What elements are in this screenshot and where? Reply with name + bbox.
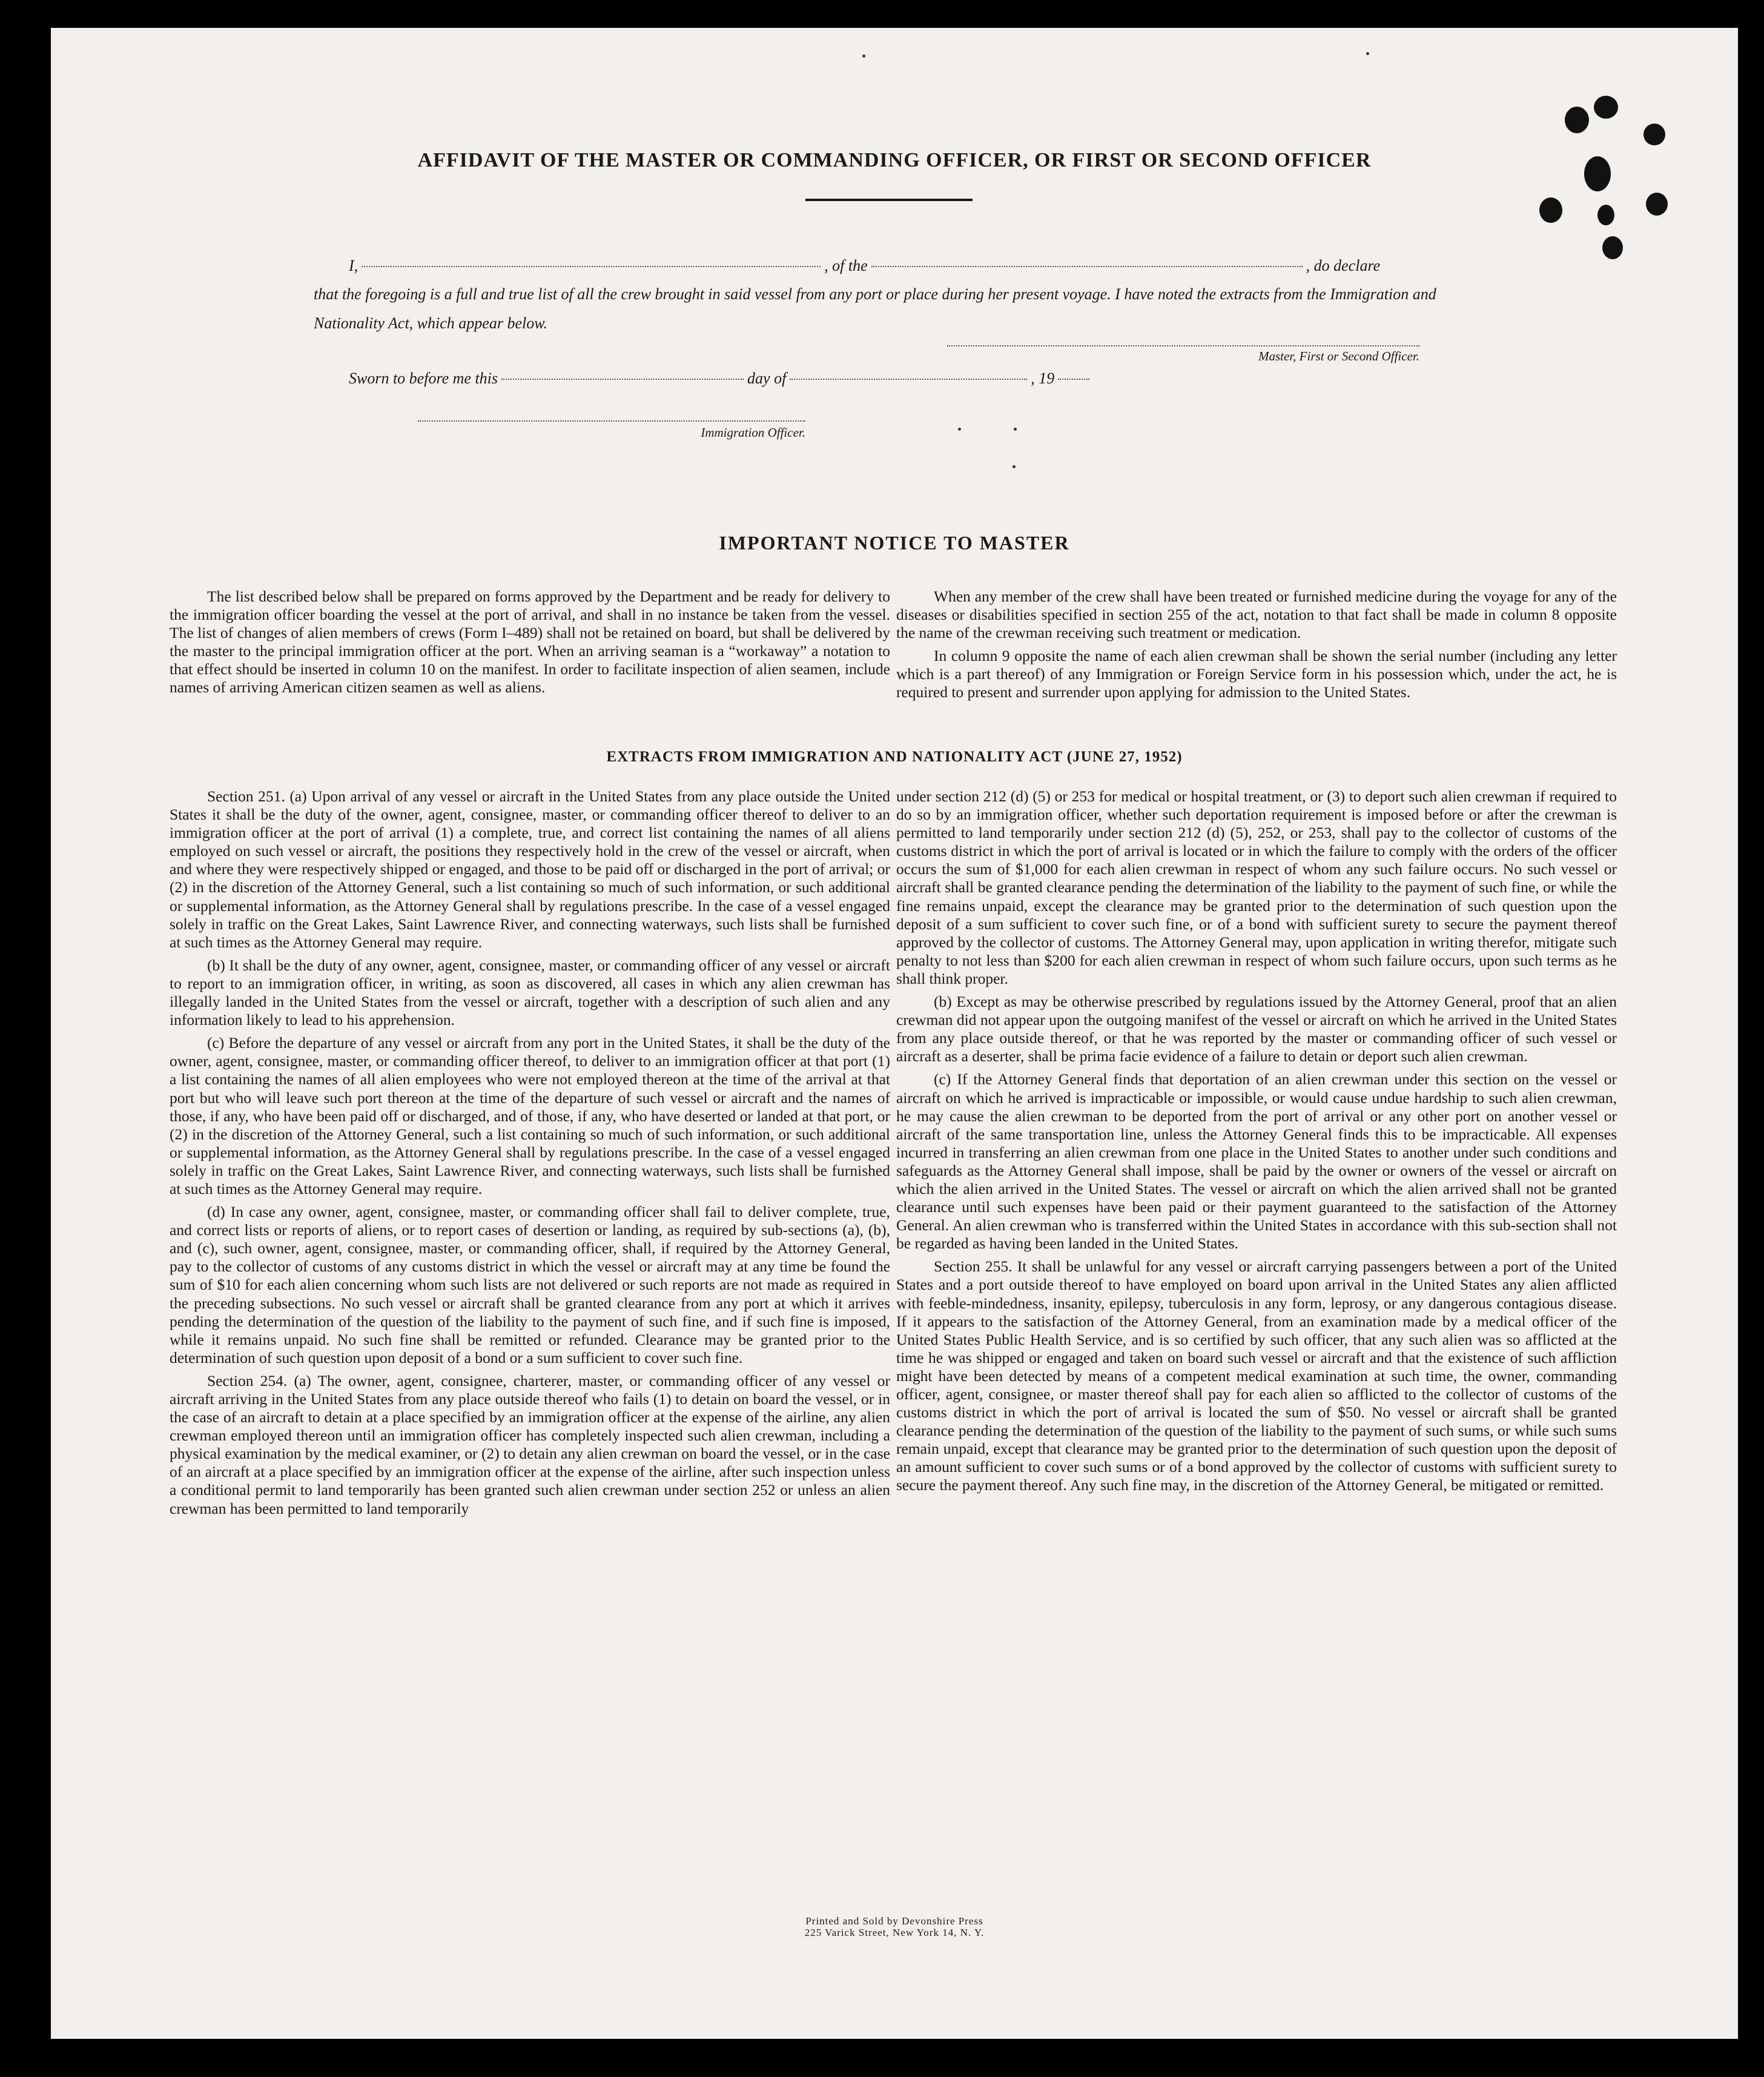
declaration-sentence: that the foregoing is a full and true list of all the crew brought in said vessel from any port or place during her present voyage. I have noted the extracts from the Immigration and Nationality Act, which appear below. [314,285,1436,332]
officer-caption: Immigration Officer. [701,425,805,440]
master-caption: Master, First or Second Officer. [1258,349,1419,363]
extracts-right-column [896,787,1617,1500]
speck [1366,52,1369,55]
vessel-blank [871,266,1303,267]
notice-paragraph: The list described below shall be prepared on forms approved by the Department and be ready for delivery to the immigration officer boarding the vessel at the port of arrival, and shall in no instance be taken from the vessel. The list of changes of alien members of crews (Form I–489) shall not be retained on board, but shall be delivered by the master to the principal immigration officer at the port. When an arriving seaman is a “workaway” a notation to that effect should be inserted in column 10 on the manifest. In order to facilitate inspection of alien seamen, include names of arriving American citizen seamen as well as aliens. [170,588,890,697]
speck [958,428,961,431]
ink-blot [1584,156,1611,191]
extract-paragraph: under section 212 (d) (5) or 253 for medical or hospital treatment, or (3) to deport such alien crewman if required to do so by an immigration officer, whether such deportation requirement is imposed before or after the crewman is permitted to land temporarily under section 212 (d) (5), 252, or 253, shall pay to the collector of customs of the customs district in which the port of arrival is located or in which the failure to comply with the orders of the officer occurs the sum of $1,000 for each alien crewman in respect of whom any such failure occurs. No such vessel or aircraft shall be granted clearance pending the determination of the liability to the payment of such fine, or while the fine remains unpaid, except the clearance may be granted prior to the determination of such question upon the deposit of a sum sufficient to cover such fine, or of a bond with sufficient surety to secure the payment thereof approved by the collector of customs. The Attorney General may, upon application in writing therefor, mitigate such penalty to not less than $200 for each alien crewman in respect of whom such failure occurs, upon such terms as he shall think proper. [896,787,1617,987]
ink-blot [1646,193,1668,216]
declaration-line [349,257,1380,275]
extract-paragraph: Section 251. (a) Upon arrival of any vessel or aircraft in the United States from any place outside the United States it shall be the duty of the owner, agent, consignee, master, or commanding officer thereof to deliver to an immigration officer at the port of arrival (1) a complete, true, and correct list containing the names of all aliens employed on such vessel or aircraft, the positions they respectively hold in the crew of the vessel or aircraft, when and where they were respectively shipped or engaged, and those to be paid off or discharged in the port of arrival; or (2) in the discretion of the Attorney General, such a list containing so much of such information, or such additional or supplemental information, as the Attorney General shall by regulations prescribe. In the case of a vessel engaged solely in traffic on the Great Lakes, Saint Lawrence River, and connecting waterways, such lists shall be furnished at such times as the Attorney General may require. [170,787,890,951]
speck [862,55,865,58]
printer-imprint [51,1915,1738,1938]
name-blank [362,266,821,267]
extract-paragraph: (d) In case any owner, agent, consignee, master, or commanding officer shall fail to deliver complete, true, and correct lists or reports of aliens, or to report cases of desertion or landing, as required by sub-sections (a), (b), and (c), such owner, agent, consignee, master, or commanding officer, shall, if required by the Attorney General, pay to the collector of customs of any customs district in which the vessel or aircraft may at any time be found the sum of $10 for each alien concerning whom such lists are not delivered or such reports are not made as required in the preceding subsections. No such vessel or aircraft shall be granted clearance from any port at which it arrives pending the determination of the question of the liability to the payment of such fine, and if such fine is imposed, while it remains unpaid. No such fine shall be remitted or refunded. Clearance may be granted prior to the determination of such question upon deposit of a bond or a sum sufficient to cover such fine. [170,1203,890,1366]
declare-end: , do declare [1306,257,1381,274]
sworn-day-blank [501,379,744,380]
speck [1014,428,1017,431]
extracts-left-column [170,787,890,1523]
ink-blot [1643,124,1665,145]
notice-left-column [170,588,890,702]
sworn-line [349,369,1093,388]
ink-blot [1565,107,1589,133]
notice-right-column [896,588,1617,707]
sworn-month-blank [790,379,1027,380]
speck [1012,465,1016,468]
notice-paragraph: When any member of the crew shall have been treated or furnished medicine during the voyage for any of the diseases or disabilities specified in section 255 of the act, notation to that fact shall be made in column 8 opposite the name of the crewman receiving such treatment or medication. [896,588,1617,642]
affidavit-title: AFFIDAVIT OF THE MASTER OR COMMANDING OFFICER, OR FIRST OR SECOND OFFICER [417,149,1372,171]
title-rule [805,199,973,201]
extract-paragraph: Section 254. (a) The owner, agent, consignee, charterer, master, or commanding officer of any vessel or aircraft arriving in the United States from any place outside thereof who fails (1) to detain on board the vessel, or in the case of an aircraft to detain at a place specified by an immigration officer at the expense of the airline, any alien crewman employed thereon until an immigration officer has completely inspected such alien crewman, including a physical examination by the medical examiner, or (2) to detain any alien crewman on board the vessel, or in the case of an aircraft at a place specified by an immigration officer at the expense of the airline, after such inspection unless a conditional permit to land temporarily has been granted such alien crewman under section 252 or unless an alien crewman has been permitted to land temporarily [170,1371,890,1517]
declare-start: I, [349,257,358,274]
form-page [51,28,1738,2039]
notice-title: IMPORTANT NOTICE TO MASTER [719,532,1070,554]
ink-blot [1539,197,1562,223]
day-of-label: day of [747,369,787,387]
declare-of-the: , of the [824,257,868,274]
ink-blot [1597,205,1614,225]
imprint-line: 225 Varick Street, New York 14, N. Y. [804,1927,985,1938]
extract-paragraph: (c) If the Attorney General finds that deportation of an alien crewman under this section on the vessel or aircraft on which he arrived is impracticable or impossible, or would cause undue hardship to such alien crewman, he may cause the alien crewman to be deported from the port of arrival or any other port on another vessel or aircraft of the same transportation line, unless the Attorney General finds this to be impracticable. All expenses incurred in transferring an alien crewman from one place in the United States to another under such conditions and safeguards as the Attorney General shall impose, shall be paid by the owner or owners of the vessel or aircraft on which the alien arrived in the United States. The vessel or aircraft on which the alien arrived shall not be granted clearance until such expenses have been paid or their payment guaranteed to the satisfaction of the Attorney General. An alien crewman who is transferred within the United States in accordance with this sub-section shall not be regarded as having been landed in the United States. [896,1070,1617,1253]
sworn-year-blank [1058,379,1089,380]
extract-paragraph: Section 255. It shall be unlawful for any vessel or aircraft carrying passengers between a port of the United States and a port outside thereof to have employed on board upon arrival in the United States any alien afflicted with feeble-mindedness, insanity, epilepsy, tuberculosis in any form, leprosy, or any dangerous contagious disease. If it appears to the satisfaction of the Attorney General, from an examination made by a medical officer of the United States Public Health Service, and is so certified by such officer, that any such alien was so afflicted at the time he was shipped or engaged and taken on board such vessel or aircraft and that the existence of such affliction might have been detected by means of a competent medical examination at such time, the owner, commanding officer, agent, consignee, or master thereof shall pay for each alien so afflicted to the collector of customs of the customs district in which the port of arrival is located the sum of $50. No vessel or aircraft shall be granted clearance pending the determination of the question of the liability to the payment of such sums, or while such sums remain unpaid, except that clearance may be granted prior to the determination of such question upon the deposit of an amount sufficient to cover such sums or of a bond approved by the collector of customs with sufficient surety to secure the payment thereof. Any such fine may, in the discretion of the Attorney General, be mitigated or remitted. [896,1257,1617,1494]
ink-blot [1594,96,1618,119]
extract-paragraph: (c) Before the departure of any vessel or aircraft from any port in the United States, it shall be the duty of the owner, agent, consignee, master, or commanding officer thereof, to deliver to an immigration officer at that port (1) a list containing the names of all alien employees who were not employed thereon at the time of the arrival at that port but who will leave such port thereon at the time of the departure of such vessel or aircraft and the names of those, if any, who have been paid off or discharged, and of those, if any, who have deserted or landed at that port, or (2) in the discretion of the Attorney General, such a list containing so much of such information, or such additional or supplemental information, as the Attorney General shall by regulations prescribe. In the case of a vessel engaged solely in traffic on the Great Lakes, Saint Lawrence River, and connecting waterways, such lists shall be furnished at such times as the Attorney General may require. [170,1034,890,1198]
master-signature-line [947,345,1419,346]
imprint-line: Printed and Sold by Devonshire Press [805,1915,983,1927]
year-label: , 19 [1031,369,1055,387]
extracts-title: EXTRACTS FROM IMMIGRATION AND NATIONALITY ACT (JUNE 27, 1952) [606,749,1183,765]
officer-signature-line [418,420,805,422]
sworn-label: Sworn to before me this [349,369,498,387]
ink-blot [1602,236,1623,259]
extract-paragraph: (b) Except as may be otherwise prescribed by regulations issued by the Attorney General, proof that an alien crewman did not appear upon the outgoing manifest of the vessel or aircraft on which he arrived in the United States from any place outside thereof, or that he was reported by the master or commanding officer of such vessel or aircraft as a deserter, shall be prima facie evidence of a failure to detain or deport such alien crewman. [896,993,1617,1065]
notice-paragraph: In column 9 opposite the name of each alien crewman shall be shown the serial number (including any letter which is a part thereof) of any Immigration or Foreign Service form in his possession which, under the act, he is required to present and surrender upon applying for admission to the United States. [896,647,1617,701]
extract-paragraph: (b) It shall be the duty of any owner, agent, consignee, master, or commanding officer of any vessel or aircraft to report to an immigration officer, in writing, as soon as discovered, all cases in which any alien crewman has illegally landed in the United States from the vessel or aircraft, together with a description of such alien and any information likely to lead to his apprehension. [170,956,890,1029]
